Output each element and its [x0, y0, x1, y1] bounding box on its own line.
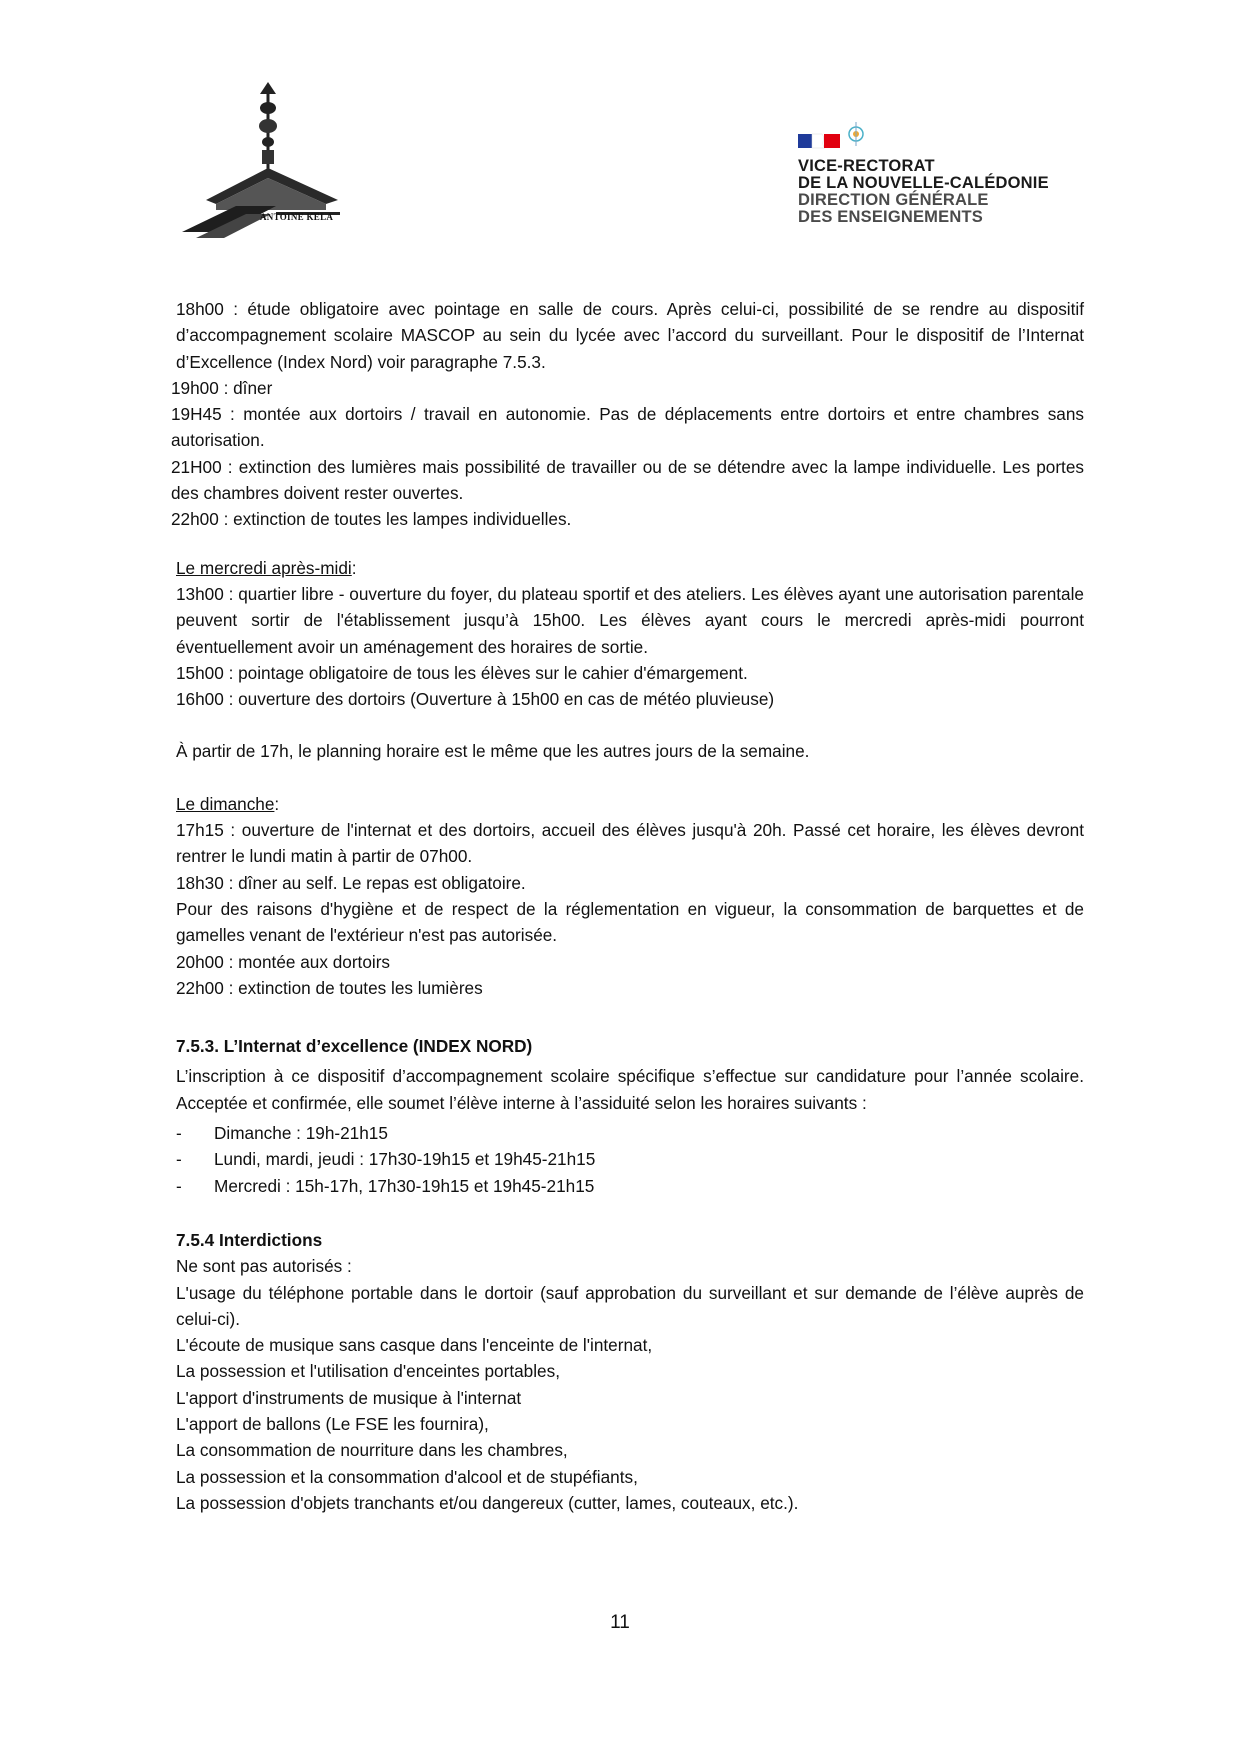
vr-line-1: VICE-RECTORAT: [798, 157, 935, 175]
page-number: 11: [610, 1612, 630, 1633]
vr-line-2: DE LA NOUVELLE-CALÉDONIE: [798, 174, 1049, 192]
vice-rectorat-text: [798, 158, 1049, 226]
prohibition-line: La possession et la consommation d'alcool et de stupéfiants,: [176, 1466, 638, 1487]
sunday-17h15: 17h15 : ouverture de l'internat et des dortoirs, accueil des élèves jusqu'à 20h. Passé cet horaire, les élèves devront rentrer le lundi matin à partir de 07h00.: [176, 820, 1084, 867]
prohibition-line: La consommation de nourriture dans les chambres,: [176, 1440, 568, 1461]
sunday-22h00: 22h00 : extinction de toutes les lumières: [176, 977, 483, 998]
list-item: - Lundi, mardi, jeudi : 17h30-19h15 et 19h45-21h15: [176, 1149, 596, 1170]
wednesday-heading: Le mercredi après-midi:: [176, 557, 357, 578]
schedule-22h00: 22h00 : extinction de toutes les lampes individuelles.: [171, 509, 572, 530]
section-753-intro: L’inscription à ce dispositif d’accompagnement scolaire spécifique s’effectue sur candidature pour l’année scolaire. Acceptée et confirmée, elle soumet l’élève interne à l’assiduité selon les horaires suivants :: [176, 1066, 1084, 1113]
schedule-21h00: 21H00 : extinction des lumières mais possibilité de travailler ou de se détendre avec la lampe individuelle. Les portes des chambres doivent rester ouvertes.: [171, 456, 1084, 504]
vice-rectorat-logo: [798, 120, 1078, 230]
prohibition-line: L'apport de ballons (Le FSE les fournira),: [176, 1413, 489, 1434]
schedule-19h00: 19h00 : dîner: [171, 377, 273, 398]
wednesday-15h00: 15h00 : pointage obligatoire de tous les élèves sur le cahier d'émargement.: [176, 662, 748, 683]
prohibition-line: La possession d'objets tranchants et/ou dangereux (cutter, lames, couteaux, etc.).: [176, 1492, 799, 1513]
sunday-20h00: 20h00 : montée aux dortoirs: [176, 951, 391, 972]
sunday-hygiene: Pour des raisons d'hygiène et de respect de la réglementation en vigueur, la consommation de barquettes et de gamelles venant de l'extérieur n'est pas autorisée.: [176, 898, 1084, 946]
wednesday-after: À partir de 17h, le planning horaire est le même que les autres jours de la semaine.: [176, 741, 810, 762]
prohibition-line: L'usage du téléphone portable dans le dortoir (sauf approbation du surveillant et sur demande de l’élève auprès de celui-ci).: [176, 1282, 1084, 1329]
wednesday-16h00: 16h00 : ouverture des dortoirs (Ouverture à 15h00 en cas de météo pluvieuse): [176, 689, 775, 710]
document-body: [171, 296, 1084, 1516]
school-logo: [176, 80, 376, 240]
list-item: - Dimanche : 19h-21h15: [176, 1123, 388, 1144]
prohibition-line: L'apport d'instruments de musique à l'internat: [176, 1387, 522, 1408]
vr-line-3: DIRECTION GÉNÉRALE: [798, 191, 989, 209]
sunday-18h30: 18h30 : dîner au self. Le repas est obligatoire.: [176, 872, 526, 893]
list-item: - Mercredi : 15h-17h, 17h30-19h15 et 19h45-21h15: [176, 1175, 595, 1196]
prohibition-line: La possession et l'utilisation d'enceintes portables,: [176, 1361, 560, 1382]
prohibition-line: Ne sont pas autorisés :: [176, 1256, 352, 1277]
school-logo-text: ANTOINE KELA: [260, 212, 334, 222]
marianne-flag-icon: [798, 120, 868, 154]
section-754-heading: 7.5.4 Interdictions: [176, 1229, 323, 1250]
wednesday-13h00: 13h00 : quartier libre - ouverture du foyer, du plateau sportif et des ateliers. Les élèves ayant une autorisation parentale peuvent sortir de l'établissement jusqu’à 15h00. Les élèves ayant cours le mercredi après-midi pourront éventuellement avoir un aménagement des horaires de sortie.: [176, 583, 1084, 657]
vr-line-4: DES ENSEIGNEMENTS: [798, 208, 983, 226]
section-753-heading: 7.5.3. L’Internat d’excellence (INDEX NORD): [176, 1036, 533, 1057]
sunday-heading: Le dimanche:: [176, 793, 280, 814]
schedule-19h45: 19H45 : montée aux dortoirs / travail en autonomie. Pas de déplacements entre dortoirs et entre chambres sans autorisation.: [171, 404, 1084, 451]
prohibition-line: L'écoute de musique sans casque dans l'enceinte de l'internat,: [176, 1335, 653, 1356]
schedule-18h00: 18h00 : étude obligatoire avec pointage en salle de cours. Après celui-ci, possibilité de se rendre au dispositif d’accompagnement scolaire MASCOP au sein du lycée avec l’accord du surveillant. Pour le dispositif de l’Internat d’Excellence (Index Nord) voir paragraphe 7.5.3.: [176, 299, 1084, 372]
